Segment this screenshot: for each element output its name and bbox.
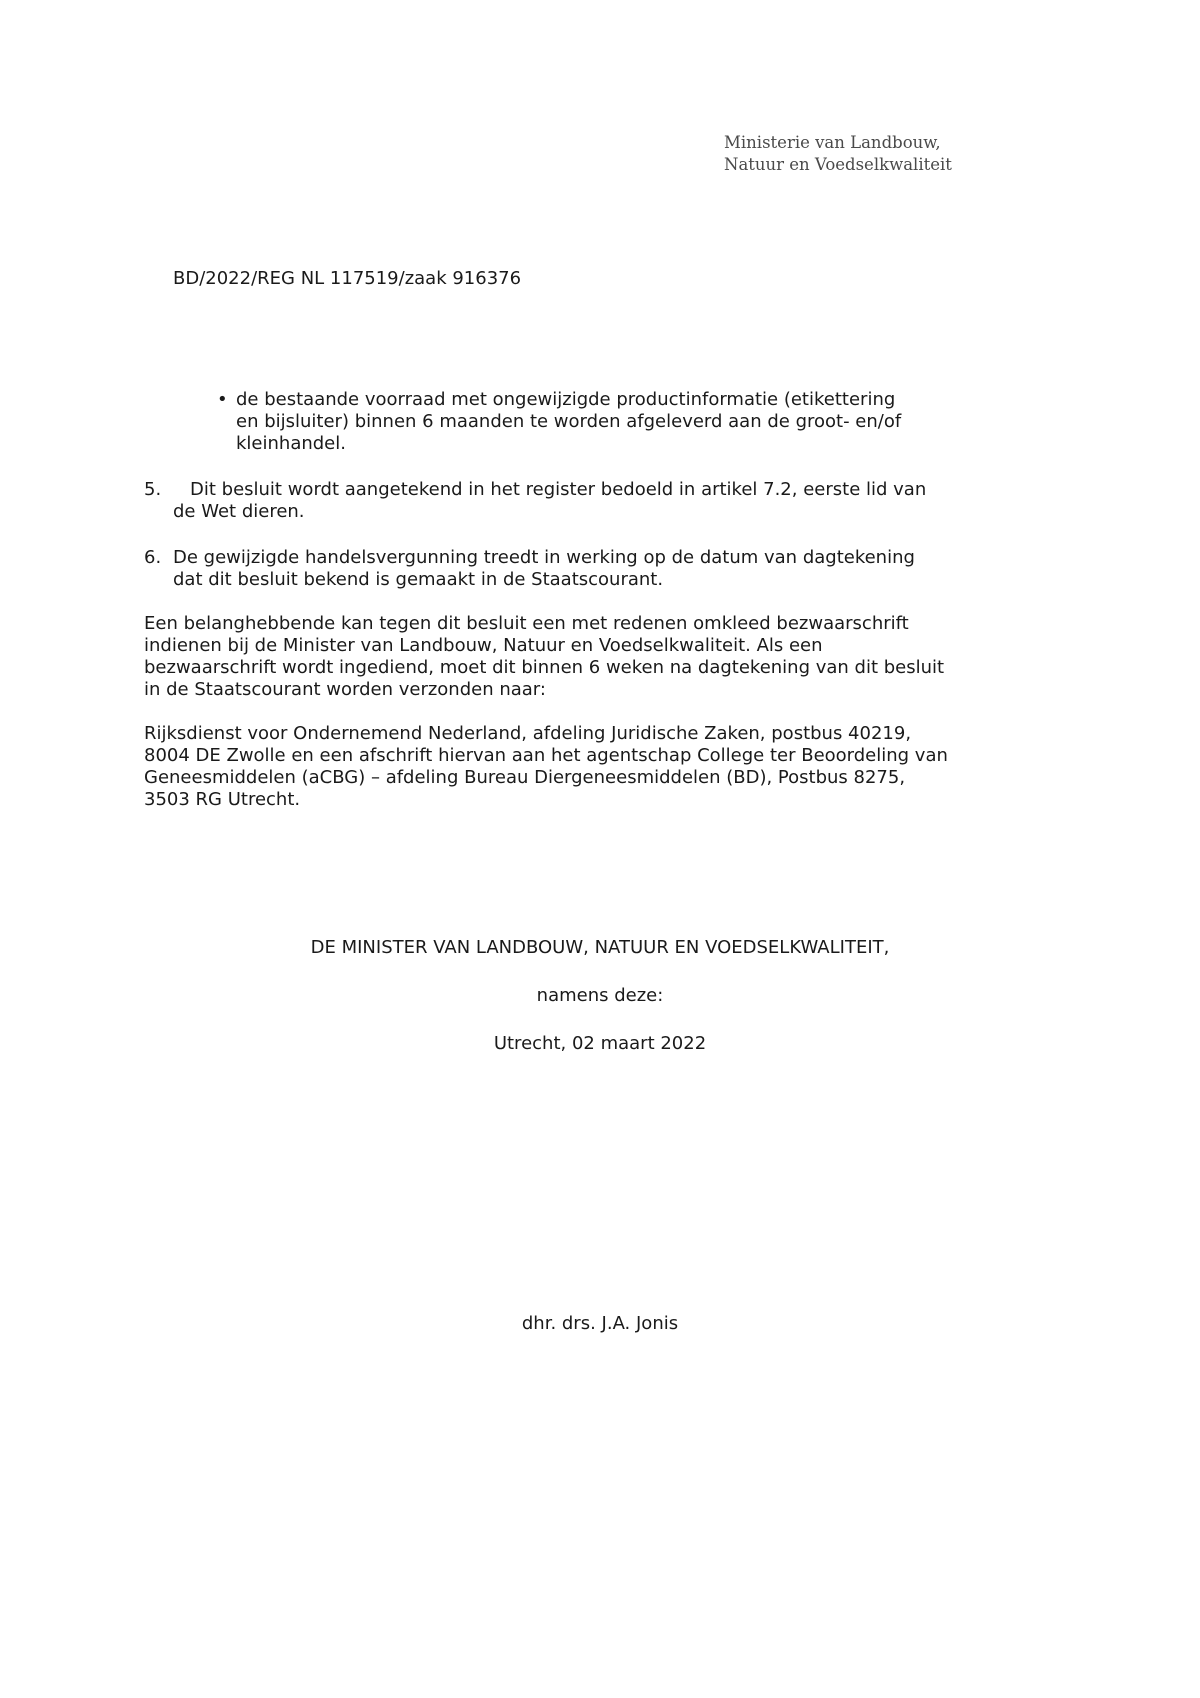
address-paragraph (144, 723, 1074, 811)
paragraph-line: Geneesmiddelen (aCBG) – afdeling Bureau Diergeneesmiddelen (BD), Postbus 8275, (144, 767, 906, 788)
paragraph-line: Een belanghebbende kan tegen dit besluit een met redenen omkleed bezwaarschrift (144, 613, 909, 634)
bullet-line: de bestaande voorraad met ongewijzigde productinformatie (etikettering (236, 389, 896, 410)
numbered-item-5 (144, 479, 1074, 523)
paragraph-line: in de Staatscourant worden verzonden naar: (144, 679, 546, 700)
ministry-logo-text (724, 132, 952, 176)
numbered-item-6 (144, 547, 1074, 591)
objection-paragraph (144, 613, 1074, 701)
ministry-name-line-1: Ministerie van Landbouw, (724, 133, 941, 152)
bullet-marker: • (217, 389, 228, 410)
signature-place-date: Utrecht, 02 maart 2022 (493, 1033, 707, 1054)
bullet-list-item (217, 389, 1056, 455)
paragraph-line: bezwaarschrift wordt ingediend, moet dit binnen 6 weken na dagtekening van dit besluit (144, 657, 945, 678)
signatory-name: dhr. drs. J.A. Jonis (521, 1313, 679, 1334)
document-body (144, 389, 1074, 811)
paragraph-line: 3503 RG Utrecht. (144, 789, 301, 810)
item-line: Dit besluit wordt aangetekend in het register bedoeld in artikel 7.2, eerste lid van (190, 479, 927, 500)
ministry-name-line-2: Natuur en Voedselkwaliteit (724, 155, 952, 174)
item-number: 5. (144, 479, 162, 500)
bullet-line: kleinhandel. (236, 433, 346, 454)
item-line: de Wet dieren. (173, 501, 305, 522)
bullet-line: en bijsluiter) binnen 6 maanden te worden afgeleverd aan de groot- en/of (236, 411, 902, 432)
reference-number: BD/2022/REG NL 117519/zaak 916376 (173, 268, 522, 289)
item-line: dat dit besluit bekend is gemaakt in de Staatscourant. (173, 569, 664, 590)
item-number: 6. (144, 547, 162, 568)
signature-on-behalf: namens deze: (536, 985, 664, 1006)
paragraph-line: indienen bij de Minister van Landbouw, Natuur en Voedselkwaliteit. Als een (144, 635, 823, 656)
signature-minister: DE MINISTER VAN LANDBOUW, NATUUR EN VOEDSELKWALITEIT, (310, 937, 890, 958)
paragraph-line: 8004 DE Zwolle en een afschrift hiervan aan het agentschap College ter Beoordeling van (144, 745, 948, 766)
paragraph-line: Rijksdienst voor Ondernemend Nederland, afdeling Juridische Zaken, postbus 40219, (144, 723, 912, 744)
item-line: De gewijzigde handelsvergunning treedt in werking op de datum van dagtekening (173, 547, 915, 568)
